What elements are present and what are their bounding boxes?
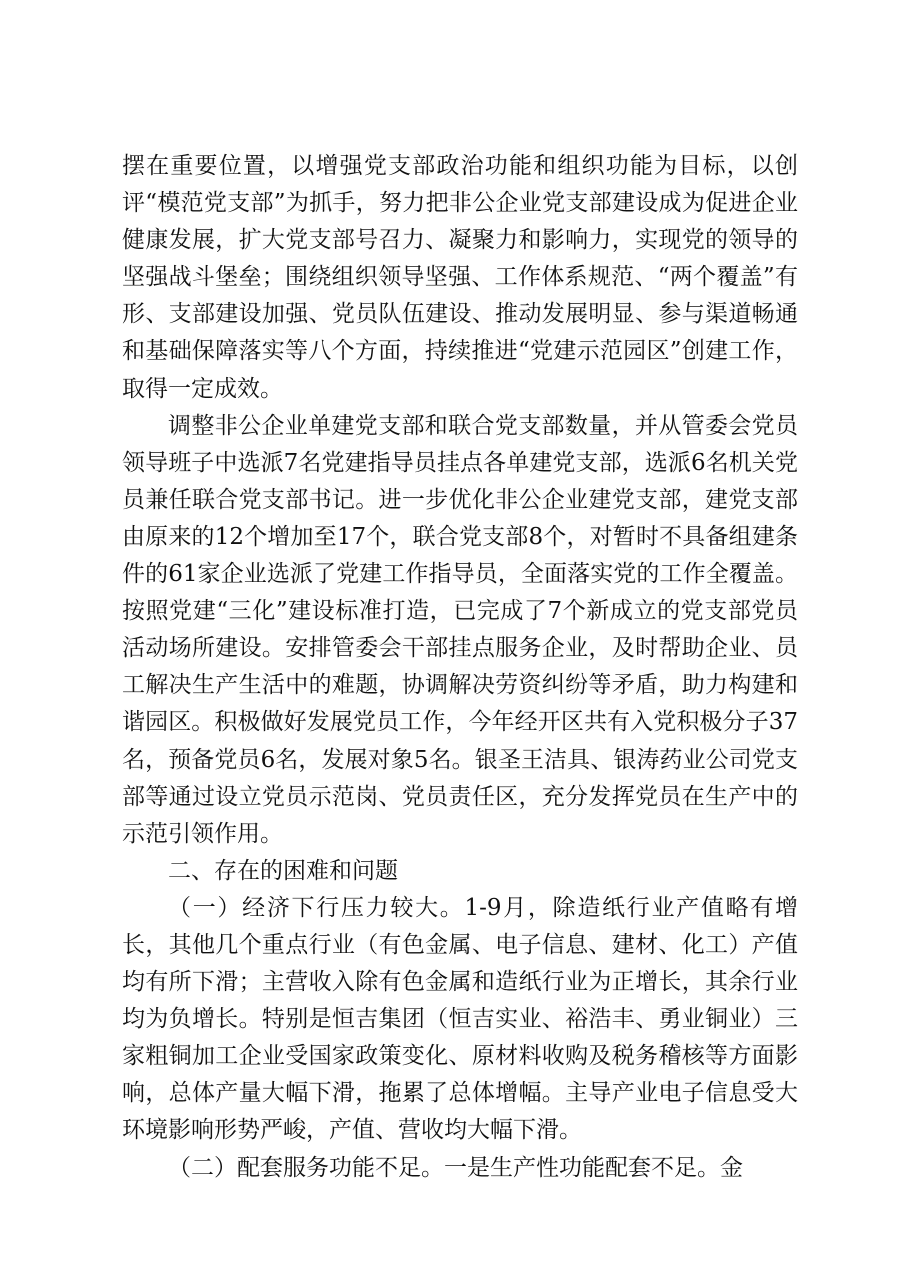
paragraph-economic-pressure: （一）经济下行压力较大。1-9月，除造纸行业产值略有增长，其他几个重点行业（有色金属、电子信息、建材、化工）产值均有所下滑；主营收入除有色金属和造纸行业为正增长，其余行业均为负增长。特别是恒吉集团（恒吉实业、裕浩丰、勇业铜业）三家粗铜加工企业受国家政策变化、原材料收购及税务稽核等方面影响，总体产量大幅下滑，拖累了总体增幅。主导产业电子信息受大环境影响形势严峻，产值、营收均大幅下滑。 bbox=[122, 894, 798, 1144]
section-heading-difficulties: 二、存在的困难和问题 bbox=[168, 857, 398, 884]
document-body bbox=[122, 148, 798, 1187]
paragraph-service-functions: （二）配套服务功能不足。一是生产性功能配套不足。金 bbox=[168, 1154, 743, 1181]
paragraph-continuation: 摆在重要位置，以增强党支部政治功能和组织功能为目标，以创评“模范党支部”为抓手，努力把非公企业党支部建设成为促进企业健康发展，扩大党支部号召力、凝聚力和影响力，实现党的领导的坚强战斗堡垒；围绕组织领导坚强、工作体系规范、“两个覆盖”有形、支部建设加强、党员队伍建设、推动发展明显、参与渠道畅通和基础保障落实等八个方面，持续推进“党建示范园区”创建工作，取得一定成效。 bbox=[122, 153, 798, 402]
paragraph-party-branch-adjustment: 调整非公企业单建党支部和联合党支部数量，并从管委会党员领导班子中选派7名党建指导员挂点各单建党支部，选派6名机关党员兼任联合党支部书记。进一步优化非公企业建党支部，建党支部由原来的12个增加至17个，联合党支部8个，对暂时不具备组建条件的61家企业选派了党建工作指导员，全面落实党的工作全覆盖。按照党建“三化”建设标准打造，已完成了7个新成立的党支部党员活动场所建设。安排管委会干部挂点服务企业，及时帮助企业、员工解决生产生活中的难题，协调解决劳资纠纷等矛盾，助力构建和谐园区。积极做好发展党员工作，今年经开区共有入党积极分子37名，预备党员6名，发展对象5名。银圣王洁具、银涛药业公司党支部等通过设立党员示范岗、党员责任区，充分发挥党员在生产中的示范引领作用。 bbox=[122, 412, 798, 847]
